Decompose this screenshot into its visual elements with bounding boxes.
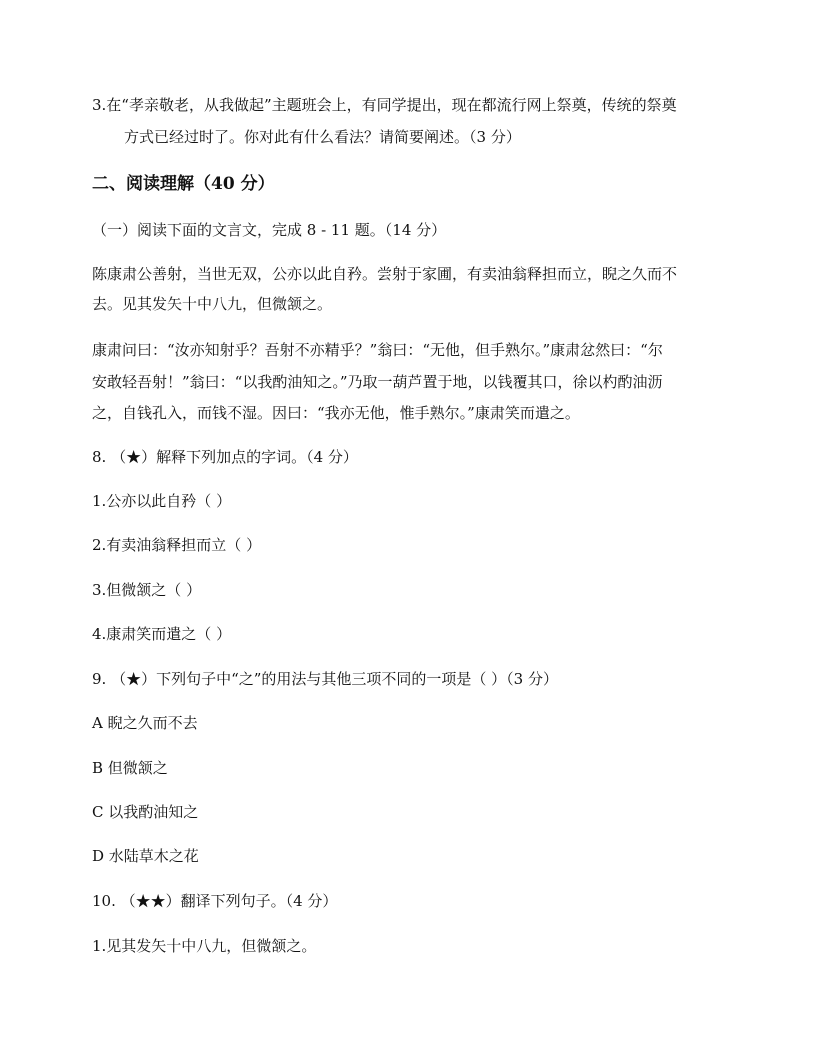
- question-8-item-4: 4.康肃笑而遣之（ ）: [92, 625, 232, 643]
- question-9-option-b: B 但微颔之: [92, 759, 168, 777]
- question-8-item-2: 2.有卖油翁释担而立（ ）: [92, 536, 262, 554]
- question-9-option-c: C 以我酌油知之: [92, 803, 199, 821]
- passage-paragraph-2-line-1: 康肃问曰：“汝亦知射乎？吾射不亦精乎？”翁曰：“无他，但手熟尔。”康肃忿然曰：“尔: [92, 341, 663, 359]
- passage-paragraph-1-line-1: 陈康肃公善射，当世无双，公亦以此自矜。尝射于家圃，有卖油翁释担而立，睨之久而不: [92, 265, 678, 283]
- section-2-heading: 二、阅读理解（40 分）: [92, 174, 275, 194]
- question-3-line-2: 方式已经过时了。你对此有什么看法？请简要阐述。（3 分）: [124, 128, 521, 146]
- question-8-item-1: 1.公亦以此自矜（ ）: [92, 492, 232, 510]
- passage-paragraph-1-line-2: 去。见其发矢十中八九，但微颔之。: [92, 295, 333, 313]
- question-3-line-1: 3.在“孝亲敬老，从我做起”主题班会上，有同学提出，现在都流行网上祭奠，传统的祭奠: [92, 96, 677, 114]
- passage-paragraph-2-line-3: 之，自钱孔入，而钱不湿。因曰：“我亦无他，惟手熟尔。”康肃笑而遣之。: [92, 404, 580, 422]
- question-9-stem: 9. （★）下列句子中“之”的用法与其他三项不同的一项是（ ）（3 分）: [92, 670, 558, 688]
- question-9-option-d: D 水陆草木之花: [92, 847, 199, 865]
- question-9-option-a: A 睨之久而不去: [92, 714, 198, 732]
- question-10-item-1: 1.见其发矢十中八九，但微颔之。: [92, 937, 317, 955]
- question-8-item-3: 3.但微颔之（ ）: [92, 581, 202, 599]
- passage-paragraph-2-line-2: 安敢轻吾射！”翁曰：“以我酌油知之。”乃取一葫芦置于地，以钱覆其口，徐以杓酌油沥: [92, 373, 663, 391]
- question-10-stem: 10. （★★）翻译下列句子。（4 分）: [92, 892, 338, 910]
- question-8-stem: 8. （★）解释下列加点的字词。（4 分）: [92, 448, 358, 466]
- part-1-intro: （一）阅读下面的文言文，完成 8 - 11 题。（14 分）: [92, 221, 447, 239]
